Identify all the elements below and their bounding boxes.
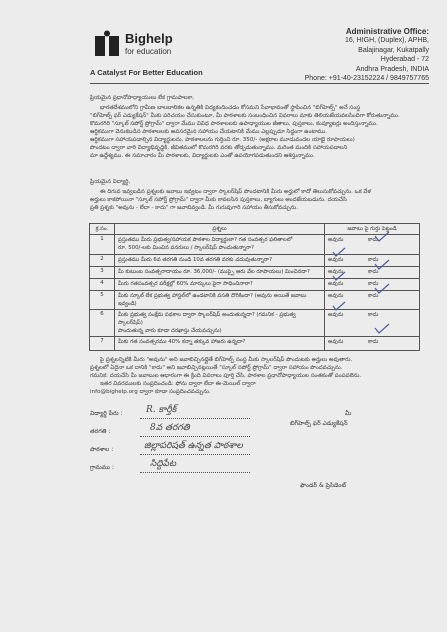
para1-line: ఆర్థికముగా సహాయపడాల్సిన విద్యార్థులను, పాఠశాలలను గుర్తించి రూ. 350/- (అక్షరాల మూడువందల యాభై రూపాయలు) (90, 137, 355, 143)
para2-line: అర్హులు కాకపోయినా "స్కూల్ సపోర్ట్ ప్రోగ్రామ్" ద్వారా మీకు కావలసిన పుస్తకాలు, బ్యాగులు అందజేయబడును. దయచేసి (90, 197, 347, 203)
no-option[interactable]: కాదు (368, 293, 379, 299)
para2-lead: ప్రియమైన విద్యార్థి, (90, 179, 131, 185)
row-number: 5 (90, 291, 115, 310)
village-value[interactable]: సిద్దిపేట (150, 459, 177, 469)
yes-option[interactable]: అవును (328, 281, 344, 287)
office-line: Hyderabad - 72 (380, 56, 429, 64)
school-line (140, 454, 250, 455)
yes-option[interactable]: అవును (328, 237, 344, 243)
salutation: ప్రియమైన ప్రధానోపాధ్యాయులు లేక గ్రామపాలకా, (90, 95, 195, 101)
question-text: పొందుతున్న వారు కూడా దరఖాస్తు చేయవచ్చును) (118, 328, 222, 334)
organization-name: బిగ్‌హెల్ప్ ఫర్ ఎడ్యుకేషన్ (290, 420, 348, 427)
question-text: మీరు గతసంవత్సర పరీక్షల్లో 60% మార్కులు పైగా సాధించినారా? (118, 281, 253, 287)
para1-line: పొందటం ద్వారా వారి విద్యాభివృద్ధికి, జీవితములో కొమరగిరి వరకు తోడ్పడుతున్నాము. మరింత మందికి సహాయపడాలని (90, 145, 348, 151)
para1-line: మా ఉద్దేశ్యము. ఈ సమాచారం మీ పాఠశాలకు, విద్యార్థులకు ఎంతో ఉపయోగపడుతుందని ఆశిస్తున్నాము. (90, 153, 315, 159)
para2-line: ఈ దిగువ ఇవ్వబడిన ప్రశ్నలకు జవాబు ఇవ్వటం ద్వారా స్కాలర్‌షిప్ పొందటానికి మీరు అర్హులో కాదో తెలుసుకోవచ్చును. ఒక వేళ (100, 189, 372, 195)
question-text: మీకు స్కూల్ లేక ప్రభుత్వ హాస్టల్‌లో ఉండటానికి వసతి దొరికిందా? (అవును అయితే జవాబు ఇవ్వండి) (118, 293, 307, 307)
column-header-questions: ప్రశ్నలు (115, 224, 325, 235)
yes-option[interactable]: అవును (328, 293, 344, 299)
tagline: A Catalyst For Better Education (90, 68, 203, 77)
class-line (140, 436, 250, 437)
class-label: తరగతి : (90, 428, 111, 435)
para1-line: భారతదేశములోని గ్రామీణ బాలబాలికల ఉన్నతికి విద్యకందించడం కోసమని సేవాభావంతో స్థాపించిన "బిగ్‌హెల్ప్" అనే సంస్థ (100, 105, 361, 111)
contact-email: info@bighelp.org ద్వారా కూడా సంప్రదించవచ్చును. (90, 389, 211, 395)
note-line: గమనిక: దయచేసి మీ జవాబుల ఆధారంగా ఈ క్రింది వివరాలు పూర్తి చేసి, పాఠశాల ప్రధానోపాధ్యాయుల సంతకంతో పంపవలెను. (90, 373, 362, 379)
school-label: పాఠశాల : (90, 446, 114, 453)
note-line: ఇతర వివరములకు సంప్రదించండి: ఫోను ద్వారా లేదా ఈ-మెయిల్ ద్వారా (100, 381, 256, 387)
student-name-value[interactable]: R. కార్తీక్ (146, 405, 177, 415)
row-number: 4 (90, 279, 115, 291)
class-value[interactable]: 8వ తరగతి (150, 423, 190, 433)
question-text: మీకు గత సంవత్సరము 40% కన్నా తక్కువ హాజరు ఉన్నదా? (118, 339, 246, 345)
row-number: 7 (90, 337, 115, 351)
office-line: 16, HIGH, (Duplex), APHB, (344, 37, 429, 44)
logo-name: Bighelp (125, 31, 173, 46)
student-name-line (140, 418, 250, 419)
row-number: 2 (90, 255, 115, 267)
row-number: 6 (90, 310, 115, 337)
signatory-title: ఫౌండర్ & ప్రెసిడెంట్ (300, 482, 347, 489)
no-option[interactable]: కాదు (368, 269, 379, 275)
office-line: Balajinagar, Kukatpally (358, 46, 429, 54)
column-header-sno: క్ర.సం. (90, 224, 115, 235)
office-phone: Phone: +91-40-23152224 / 9849757765 (304, 75, 429, 83)
closing: మీ (345, 410, 352, 417)
para1-line: ఆర్థికముగా వెనుకబడిన పాఠశాలలకు అవసరమైన సహాయం చేయటానికి మేము ఎల్లప్పుడూ సిద్ధంగా ఉంటాము. (90, 129, 328, 135)
yes-option[interactable]: అవును (328, 339, 344, 345)
village-label: గ్రామము : (90, 464, 115, 471)
office-line: Andhra Pradesh, INDIA (355, 65, 429, 73)
column-header-answer: జవాబు పై గుర్తు పెట్టండి (325, 224, 420, 235)
question-text: రూ. 500/-లకు మించిన వనరులు / స్కాలర్‌షిప్‌ పొందుతున్నారా? (118, 245, 254, 251)
question-text: ప్రస్తుతము మీరు 6వ తరగతి నుండి 10వ తరగతి వరకు చదువుతున్నారా? (118, 257, 272, 263)
village-line (140, 472, 250, 473)
no-option[interactable]: కాదు (368, 312, 379, 318)
yes-option[interactable]: అవును (328, 257, 344, 263)
no-option[interactable]: కాదు (368, 339, 379, 345)
question-text: ప్రస్తుతము మీరు ప్రభుత్వ/సహాయక పాఠశాల విద్యార్థులా? గత సంవత్సర ఫలితాలలో (118, 237, 293, 243)
office-title: Administrative Office: (345, 27, 429, 36)
note-line: ప్రశ్నలలో ఏదైనా ఒక దానికి "కాదు" అని జవాబిచ్చినట్లయితే "స్కూల్ సపోర్ట్ ప్రోగ్రామ్" ద్వారా సహాయం పొందవచ్చును. (90, 365, 343, 371)
student-name-label: విద్యార్థి పేరు : (90, 410, 123, 417)
para2-line: ప్రతి ప్రశ్నకు "అవును - లేదా - కాదు" గా జవాబివ్వండి. మీ గురువుగారి సహాయం తీసుకోవచ్చును. (90, 205, 299, 211)
row-number: 1 (90, 235, 115, 255)
school-value[interactable]: జిల్లాపరిషత్ ఉన్నత పాఠశాల (144, 441, 243, 451)
question-text: మీ కుటుంబ సంవత్సరాదాయం రూ. 36,000/- (ముప్పై ఆరు వేల రూపాయలు) మించినదా? (118, 269, 310, 275)
logo-subtitle: for education (125, 47, 172, 56)
yes-option[interactable]: అవును (328, 269, 344, 275)
no-option[interactable]: కాదు (368, 237, 379, 243)
para1-line: కొమరగిరి "స్కూల్ సపోర్ట్ ప్రోగ్రామ్" ద్వారా మేము వివిధ పాఠశాలలకు ఉపాధ్యాయుల జీతాలు, పుస్తకాలు, కంప్యూటర్లు అందిస్తున్నాము. (90, 121, 378, 127)
no-option[interactable]: కాదు (368, 281, 379, 287)
row-number: 3 (90, 267, 115, 279)
no-option[interactable]: కాదు (368, 257, 379, 263)
question-text: మీకు ప్రభుత్వ సంక్షేమ పథకాల ద్వారా స్కాలర్‌షిప్ అందుతున్నదా? (గమనిక - ప్రభుత్వ స్కాలర్‌షిప్) (118, 312, 296, 326)
yes-option[interactable]: అవును (328, 312, 344, 318)
note-line: పై ప్రశ్నలన్నిటికి మీరు "అవును" అని జవాబిచ్చినట్లైతే బిగ్‌హెల్ప్ సంస్థ మీకు స్కాలర్‌షిప్ పొందుటకు అర్హులు అవుతారు. (100, 357, 353, 363)
para1-line: "బిగ్‌హెల్ప్ ఫర్ ఎడ్యుకేషన్" మీకు పరిచయం చేసుకుంటూ, మీ పాఠశాలకు సంబంధించిన వివరాలు మాకు తెలియజేయవలసిందిగా కోరుతున్నాము. (90, 113, 400, 119)
